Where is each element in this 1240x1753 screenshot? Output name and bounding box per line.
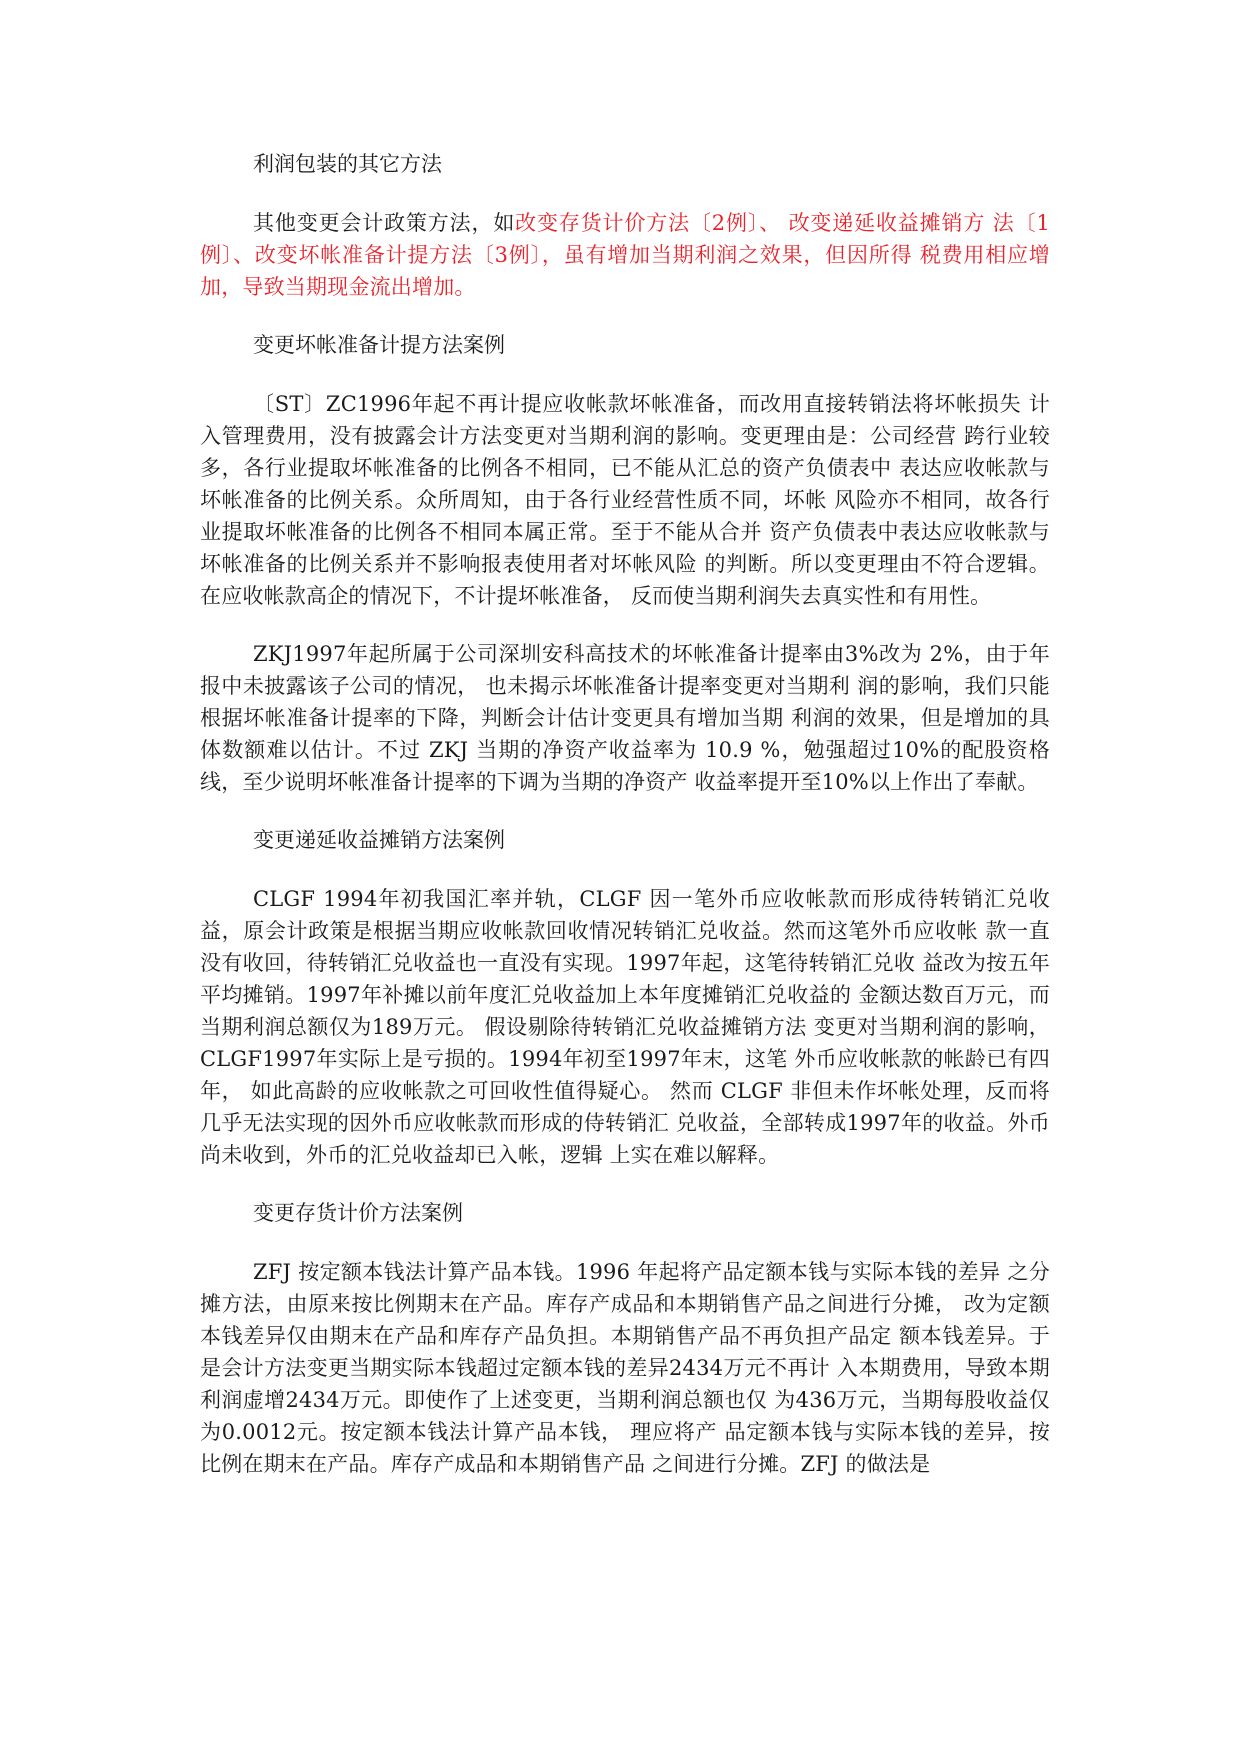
paragraph-clgf: CLGF 1994年初我国汇率并轨，CLGF 因一笔外币应收帐款而形成待转销汇兑收 益，原会计政策是根据当期应收帐款回收情况转销汇兑收益。然而这笔外币应收帐 款一直没有收回，待转销汇兑收益也一直没有实现。1997年起，这笔待转销汇兑收 益改为按五年平均摊销。1997年补摊以前年度汇兑收益加上本年度摊销汇兑收益的 金额达数百万元，而当期利润总额仅为189万元。 假设剔除待转销汇兑收益摊销方法 变更对当期利润的影响，CLGF1997年实际上是亏损的。1994年初至1997年末，这笔 外币应收帐款的帐龄已有四年， 如此高龄的应收帐款之可回收性值得疑心。 然而 CLGF 非但未作坏帐处理，反而将几乎无法实现的因外币应收帐款而形成的侍转销汇 兑收益，全部转成1997年的收益。外币尚未收到，外币的汇兑收益却已入帐，逻辑 上实在难以解释。 [200,887,1050,1167]
paragraph-zfj: ZFJ 按定额本钱法计算产品本钱。1996 年起将产品定额本钱与实际本钱的差异 之分摊方法，由原来按比例期末在产品。库存产成品和本期销售产品之间进行分摊， 改为定额本钱差异仅由期末在产品和库存产品负担。本期销售产品不再负担产品定 额本钱差异。于是会计方法变更当期实际本钱超过定额本钱的差异2434万元不再计 入本期费用，导致本期利润虚增2434万元。即使作了上述变更，当期利润总额也仅 为436万元，当期每股收益仅为0.0012元。按定额本钱法计算产品本钱， 理应将产 品定额本钱与实际本钱的差异，按比例在期末在产品。库存产成品和本期销售产品 之间进行分摊。ZFJ 的做法是 [200,1260,1050,1476]
intro-highlighted-text: 改变存货计价方法〔2例〕、 改变递延收益摊销方 法〔1例〕、改变坏帐准备计提方法〔3例〕，虽有增加当期利润之效果，但因所得 税费用相应增加，导致当期现金流出增加。 [200,211,1050,299]
intro-paragraph [200,207,1050,303]
section-heading-bad-debt: 变更坏帐准备计提方法案例 [253,333,505,357]
document-title: 利润包装的其它方法 [253,152,442,176]
intro-lead-text: 其他变更会计政策方法，如 [253,211,516,235]
paragraph-zkj: ZKJ1997年起所属于公司深圳安科高技术的坏帐准备计提率由3%改为 2%，由于年报中未披露该子公司的情况， 也未揭示坏帐准备计提率变更对当期利 润的影响，我们只能根据坏帐准备计提率的下降，判断会计估计变更具有增加当期 利润的效果，但是增加的具体数额难以估计。不过 ZKJ 当期的净资产收益率为 10.9 %，勉强超过10%的配股资格线，至少说明坏帐准备计提率的下调为当期的净资产 收益率提开至10%以上作出了奉献。 [200,642,1050,794]
paragraph-st-zc: 〔ST〕ZC1996年起不再计提应收帐款坏帐准备，而改用直接转销法将坏帐损失 计入管理费用，没有披露会计方法变更对当期利润的影响。变更理由是：公司经营 跨行业较多，各行业提取坏帐准备的比例各不相同，已不能从汇总的资产负债表中 表达应收帐款与坏帐准备的比例关系。众所周知，由于各行业经营性质不同，坏帐 风险亦不相同，故各行业提取坏帐准备的比例各不相同本属正常。至于不能从合并 资产负债表中表达应收帐款与坏帐准备的比例关系并不影响报表使用者对坏帐风险 的判断。所以变更理由不符合逻辑。在应收帐款高企的情况下，不计提坏帐准备， 反而使当期利润失去真实性和有用性。 [200,392,1050,608]
section-heading-deferred-income: 变更递延收益摊销方法案例 [253,828,505,852]
document-page [200,148,1050,1506]
section-heading-inventory: 变更存货计价方法案例 [253,1201,463,1225]
